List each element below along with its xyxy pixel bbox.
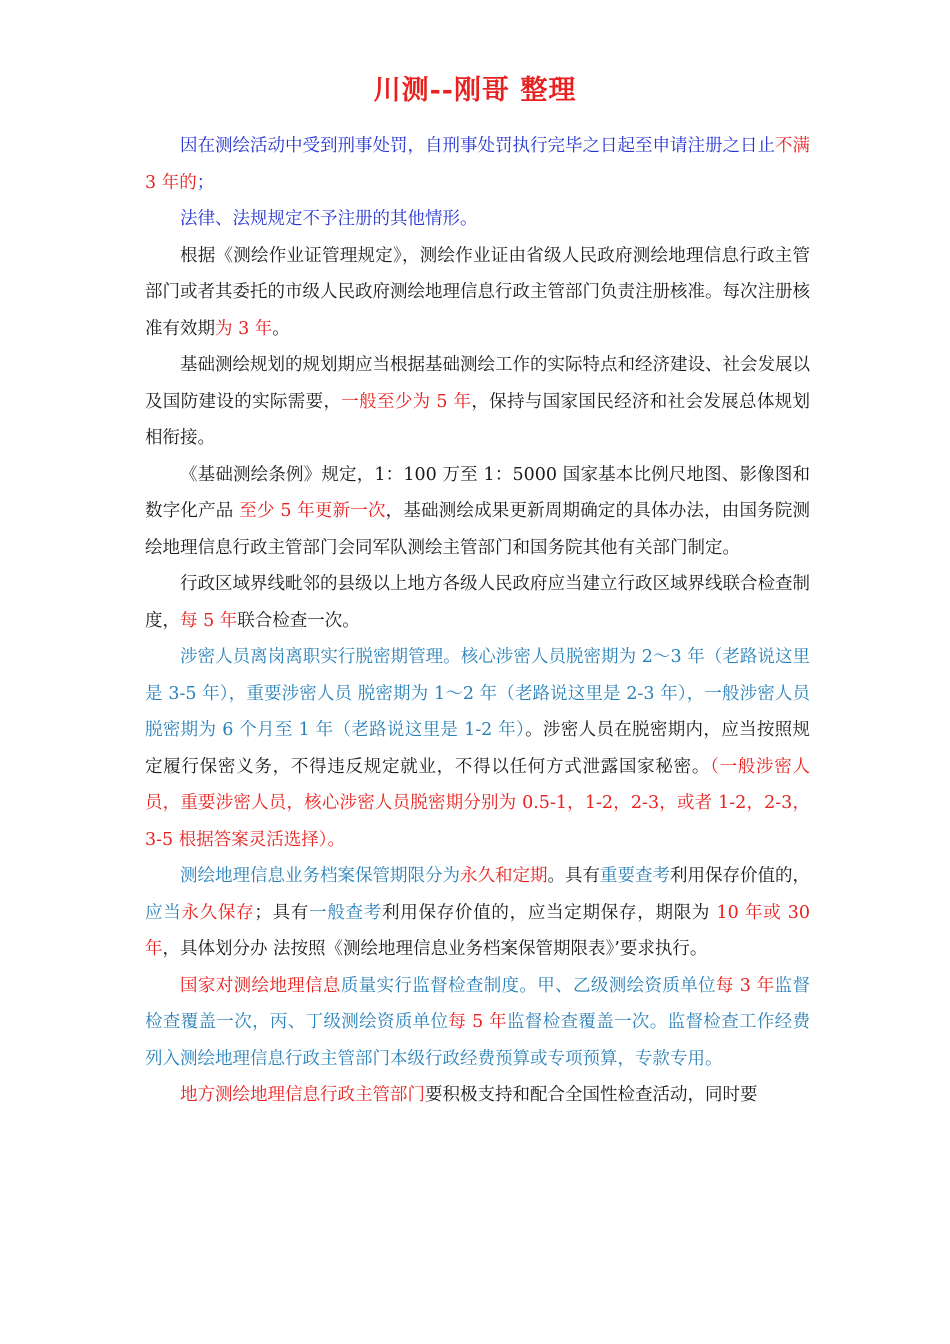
paragraph-other-cases xyxy=(145,201,810,238)
text-segment: 10 年或 30 年 xyxy=(145,902,811,959)
page-title: 川测--刚哥 整理 xyxy=(373,75,577,106)
text-segment: ，保持与国家国民经济和社会发展总体规划相衔接。 xyxy=(145,391,811,448)
paragraph-quality-supervision xyxy=(145,968,810,1078)
paragraph-secret-personnel xyxy=(145,639,810,858)
text-segment: 监督检查覆盖一次。监督检查工作经费列入测绘地理信息行政主管部门本级行政经费预算或专项预算，专款专用。 xyxy=(145,1012,811,1069)
document-body xyxy=(145,128,810,1114)
text-segment: 一般至少为 5 年 xyxy=(341,391,472,412)
text-segment: 根据《测绘作业证管理规定》，测绘作业证由省级人民政府测绘地理信息行政主管部门或者其委托的市级人民政府测绘地理信息行政主管部门负责注册核准。每次注册核准有效期 xyxy=(145,245,810,339)
text-segment: 监督检查覆盖一次，丙、丁级测绘资质单位 xyxy=(145,975,811,1032)
text-segment: 至少 5 年更新一次 xyxy=(239,501,386,521)
text-segment: ； xyxy=(196,172,215,193)
text-segment: 要积极支持和配合全国性检查活动，同时要 xyxy=(425,1085,758,1105)
text-segment: 每 5 年 xyxy=(180,610,238,631)
text-segment: 测绘地理信息业务档案保管期限分为 xyxy=(180,866,460,886)
text-segment: 永久和定期 xyxy=(460,866,548,886)
text-segment: 每 3 年 xyxy=(715,975,775,996)
text-segment: ，基础测绘成果更新周期确定的具体办法，由国务院测绘地理信息行政主管部门会同军队测绘主管部门和国务院其他有关部门制定。 xyxy=(145,501,811,558)
paragraph-work-permit xyxy=(145,238,810,348)
text-segment: 《基础测绘条例》规定，1：100 万至 1：5000 国家基本比例尺地图、影像图和数字化产品 xyxy=(145,464,810,521)
text-segment: 因在测绘活动中受到刑事处罚，自刑事处罚执行完毕之日起至申请注册之日止 xyxy=(180,136,775,156)
text-segment: 国家对测绘地理信息 xyxy=(180,975,341,996)
text-segment: 利用保存价值的，应当定期保存，期限为 xyxy=(382,902,717,923)
paragraph-basic-survey-regulation xyxy=(145,457,810,567)
text-segment: 永久保存 xyxy=(181,902,255,923)
text-segment: 质量实行监督检查制度。甲、乙级测绘资质单位 xyxy=(340,975,716,996)
text-segment: 地方测绘地理信息行政主管部门 xyxy=(180,1085,425,1105)
paragraph-local-support xyxy=(145,1077,810,1114)
text-segment: 应当 xyxy=(145,902,182,923)
text-segment: 法律、法规规定不予注册的其他情形。 xyxy=(180,209,478,229)
text-segment: 。涉密人员在脱密期内，应当按照规定履行保密义务，不得违反规定就业，不得以任何方式泄露国家秘密。 xyxy=(145,720,810,777)
text-segment: 。具有 xyxy=(547,866,600,886)
text-segment: 涉密人员离岗离职实行脱密期管理。核心涉密人员脱密期为 2～3 年（老路说这里是 3-5 年），重要涉密人员 脱密期为 1～2 年（老路说这里是 2-3 年），一般涉密人员脱密期为 6 个月至 1 年（老路说这里是 1-2 年） xyxy=(145,647,810,740)
text-segment: 行政区域界线毗邻的县级以上地方各级人民政府应当建立行政区域界线联合检查制度， xyxy=(145,574,810,631)
text-segment: 基础测绘规划的规划期应当根据基础测绘工作的实际特点和经济建设、社会发展以及国防建设的实际需要， xyxy=(145,355,810,412)
text-segment: 联合检查一次。 xyxy=(237,610,360,631)
paragraph-boundary-inspection xyxy=(145,566,810,639)
text-segment: 不满 3 年的 xyxy=(145,136,810,193)
text-segment: 每 5 年 xyxy=(448,1012,507,1032)
text-segment: ，具体划分办 法按照《测绘地理信息业务档案保管期限表》’要求执行。 xyxy=(162,939,708,959)
paragraph-archive-retention xyxy=(145,858,810,968)
text-segment: 一般查考 xyxy=(309,902,383,923)
text-segment: （一般涉密人员，重要涉密人员，核心涉密人员脱密期分别为 0.5-1，1-2，2-3，或者 1-2，2-3，3-5 根据答案灵活选择）。 xyxy=(145,756,811,850)
paragraph-basic-survey-plan xyxy=(145,347,810,457)
text-segment: 重要查考 xyxy=(600,866,670,886)
text-segment: 。 xyxy=(272,318,290,339)
text-segment: 为 3 年 xyxy=(215,318,273,339)
paragraph-criminal-penalty xyxy=(145,128,810,201)
text-segment: ；具有 xyxy=(254,902,310,923)
text-segment: 利用保存价值的， xyxy=(670,866,810,886)
